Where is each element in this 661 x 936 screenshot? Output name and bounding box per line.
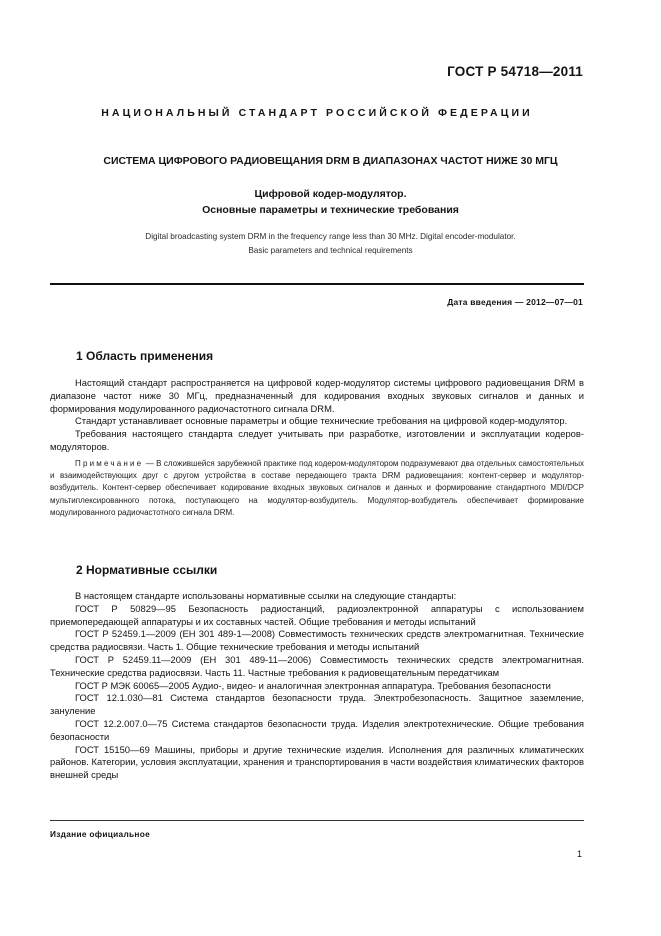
footer-divider [50,820,584,821]
note-text: — В сложившейся зарубежной практике под кодером-модулятором подразумевают два отдельных самостоятельных и взаимодействующих друг с другом устройства в составе передающего тракта DRM радиовещания: контент-сервер и модулятор-возбудитель. Контент-сервер обеспечивает кодирование входных звуковых сигналов и данных и формирование стандартного MDI/DCP мультиплексированного потока, поступающего на модулятор-возбудитель. Модулятор-возбудитель обеспечивает формирование модулированного радиочастотного сигнала DRM. [50,458,584,517]
reference-item: ГОСТ 12.2.007.0—75 Система стандартов безопасности труда. Изделия электротехнические. Общие требования безопасности [50,717,584,742]
official-edition-label: Издание официальное [50,829,151,839]
document-code: ГОСТ Р 54718—2011 [447,64,583,79]
english-title-line-1: Digital broadcasting system DRM in the frequency range less than 30 MHz. Digital encoder-modulator. [145,232,516,241]
national-standard-banner: НАЦИОНАЛЬНЫЙ СТАНДАРТ РОССИЙСКОЙ ФЕДЕРАЦИИ [101,107,533,119]
reference-item: ГОСТ 12.1.030—81 Система стандартов безопасности труда. Электробезопасность. Защитное заземление, зануление [50,692,584,717]
section-2-body [50,590,584,782]
reference-item: ГОСТ Р 52459.1—2009 (ЕН 301 489-1—2008) Совместимость технических средств электромагнитная. Технические средства радиосвязи. Часть 1. Общие технические требования и методы испытаний [50,628,584,653]
note-label: Примечание [75,458,144,468]
reference-item: ГОСТ Р МЭК 60065—2005 Аудио-, видео- и аналогичная электронная аппаратура. Требования безопасности [75,679,551,691]
introduction-date: Дата введения — 2012—07—01 [447,297,583,307]
section-1-paragraph: Требования настоящего стандарта следует учитывать при разработке, изготовлении и эксплуатации кодеров-модуляторов. [50,428,584,452]
page-number: 1 [576,849,582,859]
reference-item: ГОСТ Р 52459.11—2009 (ЕН 301 489-11—2006) Совместимость технических средств электромагнитная. Технические средства радиосвязи. Часть 11. Частные требования к радиовещательным передатчикам [50,653,584,678]
english-title-line-2: Basic parameters and technical requirements [248,246,413,255]
section-1-body [50,377,584,519]
subtitle-line-1: Цифровой кодер-модулятор. [254,188,407,200]
reference-item: ГОСТ Р 50829—95 Безопасность радиостанций, радиоэлектронной аппаратуры с использованием приемопередающей аппаратуры и их составных частей. Общие требования и методы испытаний [50,602,584,627]
section-2-intro: В настоящем стандарте использованы нормативные ссылки на следующие стандарты: [75,590,457,601]
section-1-note [50,458,584,519]
section-1-heading: 1 Область применения [76,349,214,363]
reference-item: ГОСТ 15150—69 Машины, приборы и другие технические изделия. Исполнения для различных климатических районов. Категории, условия эксплуатации, хранения и транспортирования в части воздействия климатических факторов внешней среды [50,743,584,781]
english-title [50,230,611,258]
subtitle-line-2: Основные параметры и технические требования [202,204,459,216]
section-1-paragraph: Стандарт устанавливает основные параметры и общие технические требования на цифровой кодер-модулятор. [75,415,568,427]
document-subtitle [50,186,611,218]
section-1-paragraph: Настоящий стандарт распространяется на цифровой кодер-модулятор системы цифрового радиовещания DRM в диапазоне частот ниже 30 МГц, предназначенный для кодирования входных звуковых сигналов и данных и формирования модулированного радиочастотного сигнала DRM. [50,377,584,414]
document-title: СИСТЕМА ЦИФРОВОГО РАДИОВЕЩАНИЯ DRM В ДИАПАЗОНАХ ЧАСТОТ НИЖЕ 30 МГЦ [103,155,558,167]
section-2-heading: 2 Нормативные ссылки [76,563,218,577]
header-divider [50,283,584,285]
